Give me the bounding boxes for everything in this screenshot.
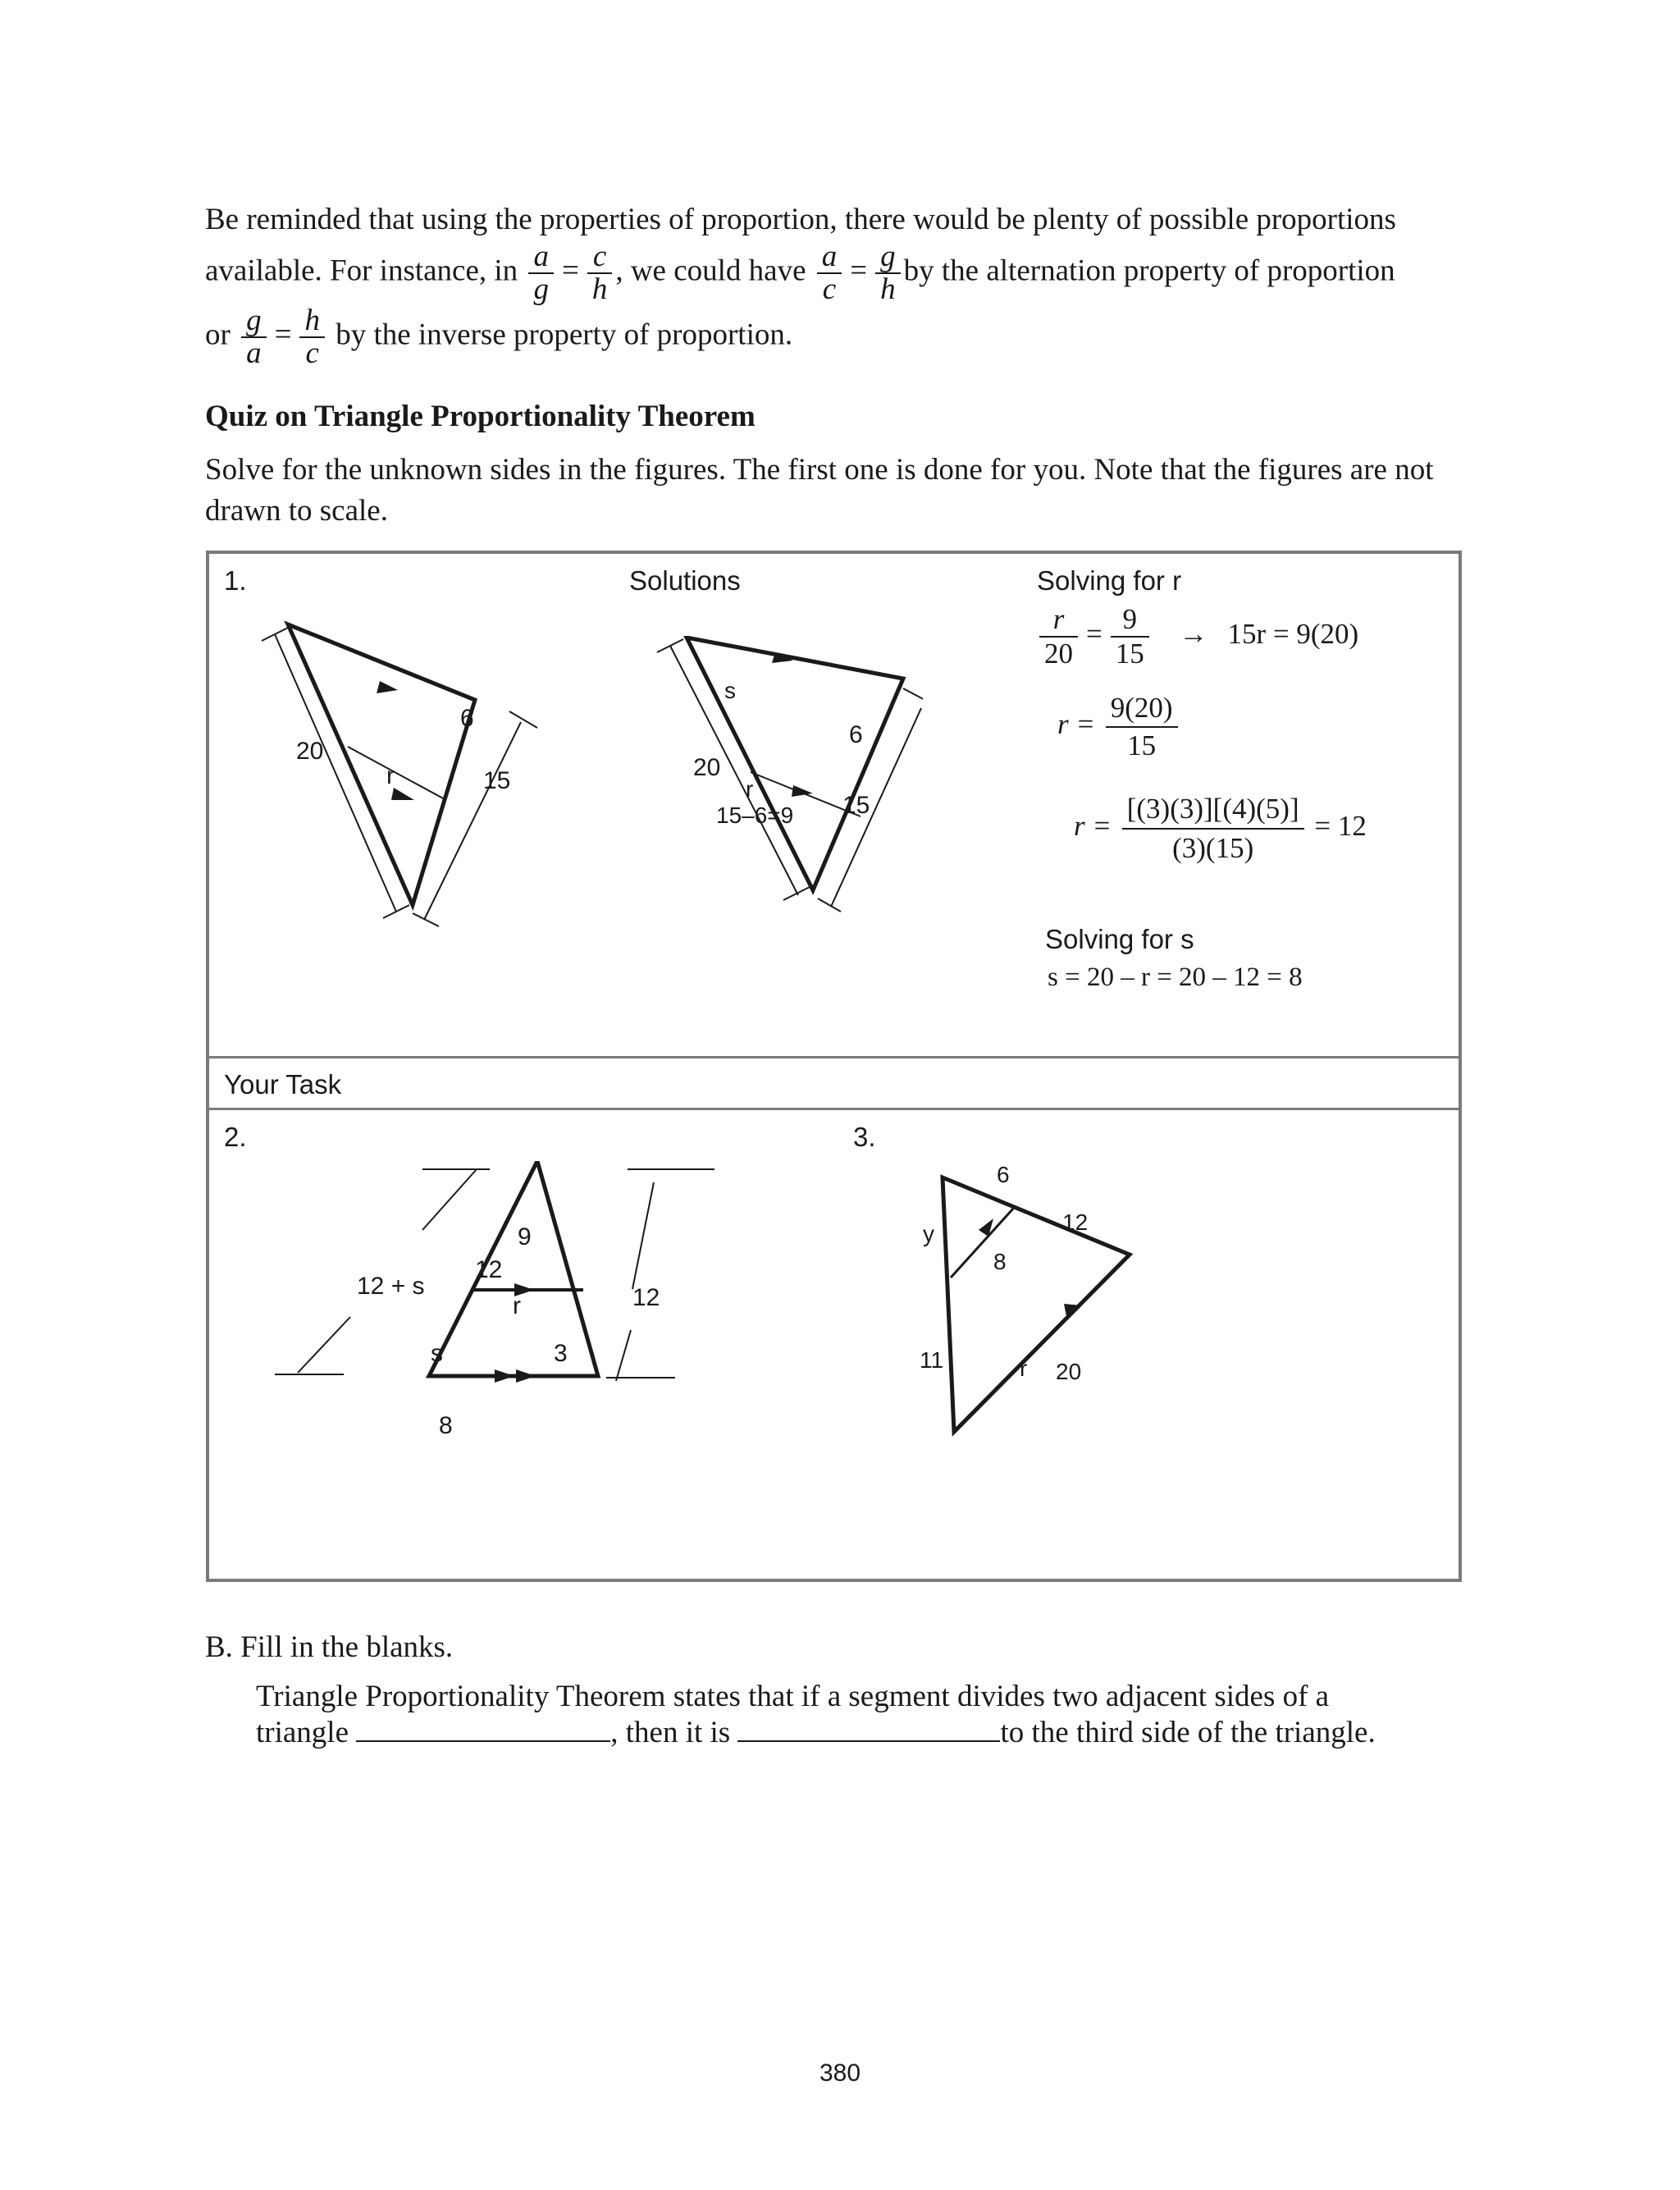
fig3-left-label: 12 + s	[357, 1273, 425, 1300]
page-number: 380	[819, 2060, 861, 2087]
triangle-outline	[943, 1177, 1130, 1432]
solutions-label: Solutions	[629, 565, 741, 596]
fig4-eleven-label: 11	[920, 1347, 944, 1373]
fig2-s-label: s	[724, 678, 736, 703]
fig3-r-label: r	[513, 1292, 521, 1319]
fig1-left-label: 20	[296, 738, 324, 765]
problem-2-number: 2.	[224, 1122, 247, 1152]
part-b-line-1: Triangle Proportionality Theorem states that if a segment divides two adjacent sides of a	[256, 1680, 1330, 1713]
fig4-twelve-label: 12	[1062, 1209, 1089, 1235]
fig2-top-label: 6	[849, 721, 863, 748]
example-figure-2	[611, 636, 923, 997]
solve-r-step-3: r = $\frac{[(3)(3)][(4)(5)]}{(3)(15)}$ = 12	[1074, 790, 1367, 867]
fig2-mid-label: 15–6=9	[716, 802, 794, 828]
fraction-a-over-c: $\frac{a}{c}$	[817, 241, 842, 305]
solve-r-step-2: r = $\frac{9(20)}{15}$	[1057, 690, 1181, 764]
fig4-y-label: y	[923, 1221, 934, 1246]
solving-s-heading: Solving for s	[1045, 924, 1194, 954]
quiz-box	[206, 551, 1462, 1582]
fig3-s-label: s	[431, 1340, 443, 1367]
part-b-line-2: triangle , then it is to the third side of the triangle.	[256, 1716, 1376, 1749]
your-task-label: Your Task	[224, 1069, 342, 1100]
intro-line-1: Be reminded that using the properties of proportion, there would be plenty of possible proportions	[205, 203, 1396, 236]
intro-line-2: available. For instance, in $\frac{a}{g}$ = $\frac{c}{h}$ , we could have $\frac{a}{c}$ = $\frac{g}{h}$ by the alternation property of proportion	[205, 240, 1395, 306]
part-b-heading: B. Fill in the blanks.	[205, 1630, 454, 1664]
solve-s-equation: s = 20 – r = 20 – 12 = 8	[1048, 962, 1303, 992]
fig2-right-label: 15	[842, 792, 870, 819]
solve-r-step-1: $\frac{r}{20}$ = $\frac{9}{15}$ → 15r = 9(20)	[1036, 603, 1358, 670]
divider-example	[209, 1056, 1459, 1058]
arrow-mark	[391, 788, 414, 800]
fig1-right-label: 15	[483, 767, 511, 794]
intro-line-2-start: available. For instance, in	[205, 254, 518, 288]
fig3-three-label: 3	[554, 1340, 568, 1367]
fraction-g-over-h: $\frac{g}{h}$	[875, 241, 901, 305]
divider-task	[209, 1108, 1459, 1110]
example-figure-1	[234, 603, 546, 964]
intro-line-3: or $\frac{g}{a}$ = $\frac{h}{c}$ by the inverse property of proportion.	[205, 304, 793, 370]
fraction-h-over-c: $\frac{h}{c}$	[299, 305, 325, 369]
fig4-twenty-label: 20	[1056, 1359, 1082, 1384]
fig4-six-label: 6	[997, 1162, 1010, 1187]
arrow-mark	[377, 681, 398, 693]
fraction-a-over-g: $\frac{a}{g}$	[528, 241, 554, 305]
fig4-eight-label: 8	[993, 1249, 1007, 1274]
fig2-r-label: r	[746, 776, 754, 802]
fraction-g-over-a: $\frac{g}{a}$	[241, 305, 267, 369]
solving-r-heading: Solving for r	[1037, 565, 1182, 596]
problem-1-number: 1.	[224, 565, 247, 596]
fig3-bottom-label: 8	[439, 1412, 453, 1439]
quiz-instructions: Solve for the unknown sides in the figures. The first one is done for you. Note that the figures are not drawn to scale.	[205, 453, 1434, 528]
blank-1[interactable]	[356, 1716, 610, 1742]
fig4-r-label: r	[1020, 1356, 1028, 1381]
fig3-mid-label: 12	[475, 1256, 503, 1283]
problem-3-number: 3.	[853, 1122, 876, 1152]
blank-2[interactable]	[737, 1716, 1000, 1742]
quiz-title: Quiz on Triangle Proportionality Theorem	[205, 400, 756, 433]
fig1-top-label: 6	[460, 705, 474, 732]
arrow-mark	[495, 1369, 514, 1383]
arrow-mark	[516, 1369, 536, 1383]
arrow-mark	[792, 785, 813, 797]
fig1-inner-label: r	[386, 762, 395, 789]
fig3-right-label: 12	[632, 1284, 660, 1311]
task-figure-2	[267, 1161, 726, 1473]
fraction-c-over-h: $\frac{c}{h}$	[587, 241, 613, 305]
fig2-left-label: 20	[693, 754, 721, 781]
fig3-top-label: 9	[518, 1223, 532, 1250]
task-figure-3	[906, 1161, 1267, 1440]
